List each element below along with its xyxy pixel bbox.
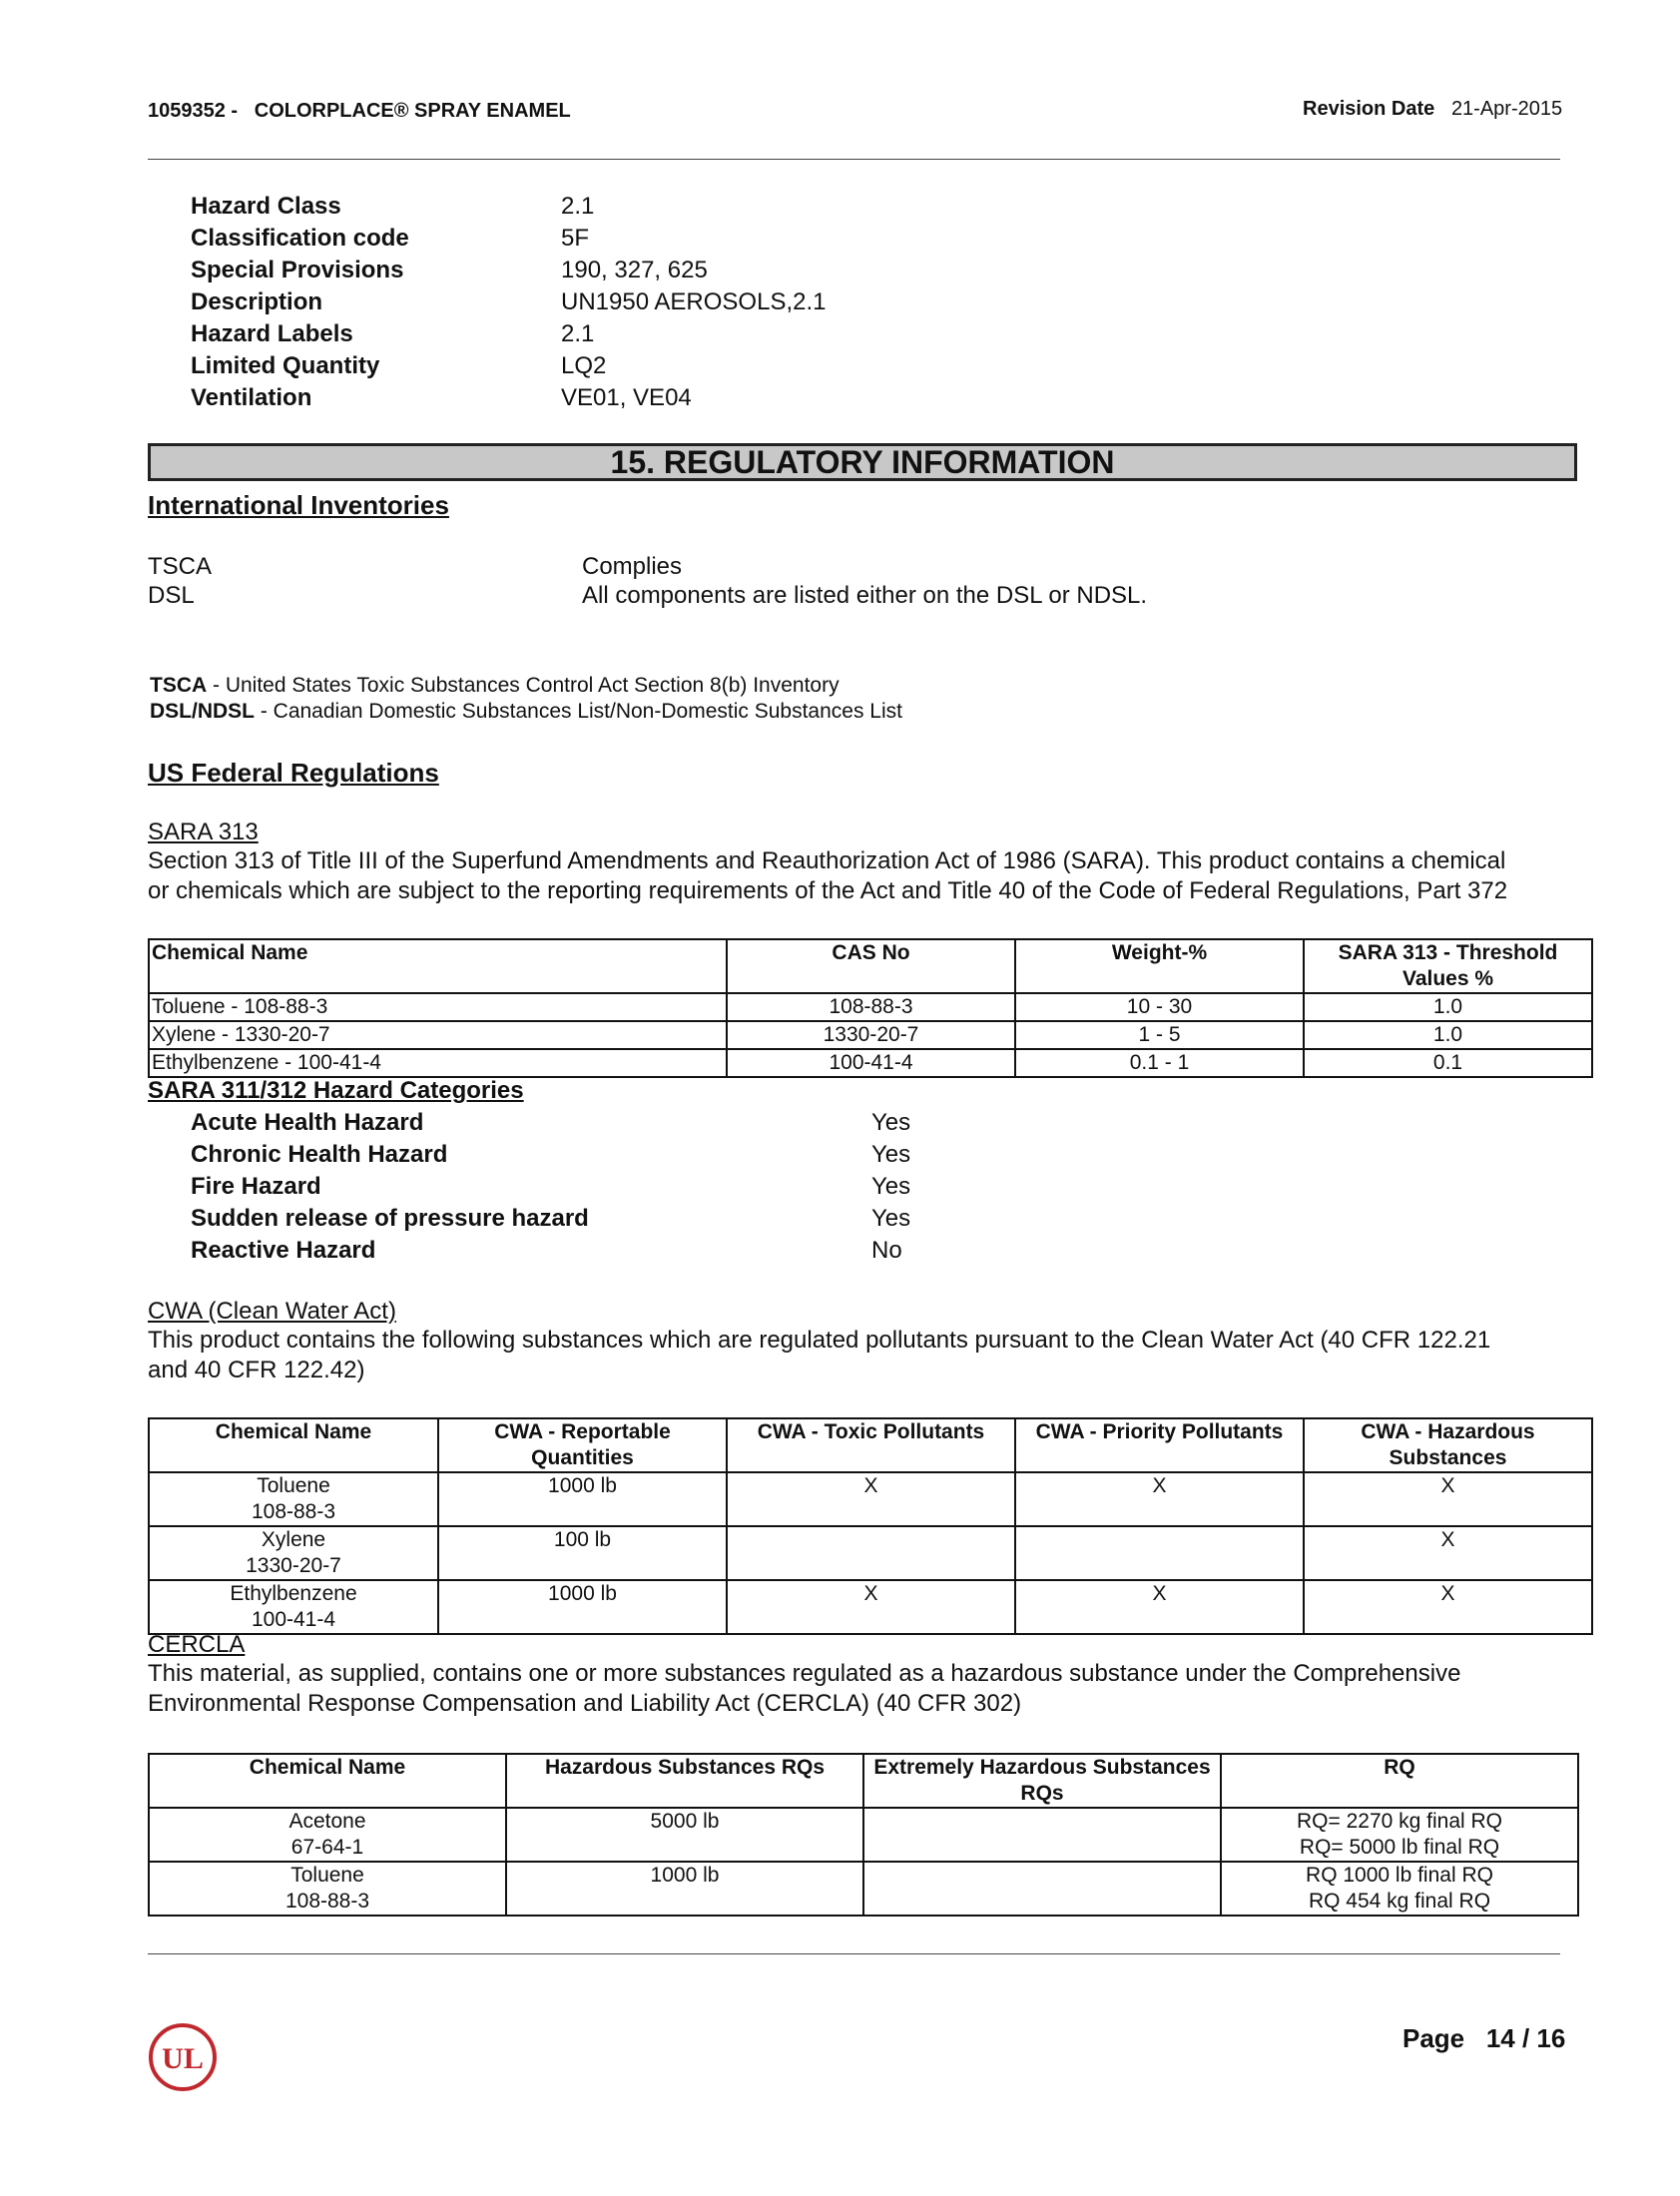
inventory-note: DSL/NDSL - Canadian Domestic Substances List/Non-Domestic Substances List — [150, 700, 902, 723]
table-row: Acetone 67-64-1 5000 lb RQ= 2270 kg final RQ RQ= 5000 lb final RQ — [149, 1808, 1578, 1862]
table-row: Xylene 1330-20-7 100 lb X — [149, 1526, 1592, 1580]
hazard-category-value: Yes — [871, 1109, 911, 1136]
inventory-note: TSCA - United States Toxic Substances Control Act Section 8(b) Inventory — [150, 674, 840, 697]
svg-text:UL: UL — [162, 2042, 204, 2075]
inventory-name: DSL — [148, 582, 195, 609]
hazard-category-label: Reactive Hazard — [191, 1237, 376, 1264]
cercla-text: This material, as supplied, contains one or more substances regulated as a hazardous substance under the Comprehensive Environmental Response Compensation and Liability Act (CERCLA) (40 CFR 302) — [148, 1660, 1461, 1717]
header-doc-id: 1059352 - COLORPLACE® SPRAY ENAMEL — [148, 100, 571, 122]
inventory-value: All components are listed either on the DSL or NDSL. — [582, 582, 1148, 609]
hazard-category-label: Chronic Health Hazard — [191, 1141, 448, 1168]
sara-313-text: Section 313 of Title III of the Superfund Amendments and Reauthorization Act of 1986 (SARA). This product contains a chemical or chemicals which are subject to the reporting requirements of the Act and Title 40 of the Code of Federal Regulations, Part 372 — [148, 847, 1508, 904]
table-row: Toluene 108-88-3 1000 lb X X X — [149, 1472, 1592, 1526]
transport-label: Hazard Labels — [191, 320, 353, 347]
footer-divider — [148, 1953, 1560, 1954]
sara-311-heading: SARA 311/312 Hazard Categories — [148, 1077, 524, 1104]
table-header: Chemical Name — [149, 939, 727, 993]
table-header: Weight-% — [1015, 939, 1304, 993]
table-row: Toluene - 108-88-3 108-88-3 10 - 30 1.0 — [149, 993, 1592, 1021]
section-15-title: 15. REGULATORY INFORMATION — [148, 443, 1577, 481]
table-row: Ethylbenzene - 100-41-4 100-41-4 0.1 - 1 0.1 — [149, 1049, 1592, 1077]
page-number: Page 14 / 16 — [1402, 2023, 1566, 2053]
table-header: CWA - Reportable Quantities — [438, 1418, 727, 1472]
ul-logo — [148, 2022, 218, 2092]
transport-label: Hazard Class — [191, 193, 341, 220]
transport-value: UN1950 AEROSOLS,2.1 — [561, 288, 827, 315]
hazard-category-value: Yes — [871, 1141, 911, 1168]
transport-value: 2.1 — [561, 320, 595, 347]
transport-label: Classification code — [191, 225, 409, 252]
hazard-category-label: Sudden release of pressure hazard — [191, 1205, 589, 1232]
revision-date: 21-Apr-2015 — [1450, 98, 1563, 120]
table-header: Chemical Name — [149, 1418, 438, 1472]
international-inventories-heading: International Inventories — [148, 490, 449, 520]
transport-value: 190, 327, 625 — [561, 257, 708, 283]
transport-value: 5F — [561, 225, 590, 252]
cwa-text: This product contains the following substances which are regulated pollutants pursuant to the Clean Water Act (40 CFR 122.21 and 40 CFR 122.42) — [148, 1327, 1491, 1383]
cercla-table — [148, 1753, 1579, 1917]
table-header: Chemical Name — [149, 1754, 506, 1808]
table-header: CAS No — [727, 939, 1015, 993]
table-header: CWA - Toxic Pollutants — [727, 1418, 1015, 1472]
inventory-value: Complies — [582, 553, 683, 580]
table-header: Hazardous Substances RQs — [506, 1754, 863, 1808]
hazard-category-value: Yes — [871, 1205, 911, 1232]
table-header: RQ — [1221, 1754, 1578, 1808]
table-row: Xylene - 1330-20-7 1330-20-7 1 - 5 1.0 — [149, 1021, 1592, 1049]
hazard-category-value: No — [871, 1237, 902, 1264]
sara-313-heading: SARA 313 — [148, 819, 259, 845]
transport-label: Description — [191, 288, 323, 315]
sara-313-table — [148, 938, 1593, 1078]
table-row: Ethylbenzene 100-41-4 1000 lb X X X — [149, 1580, 1592, 1634]
header-divider — [148, 159, 1560, 160]
hazard-category-value: Yes — [871, 1173, 911, 1200]
hazard-category-label: Fire Hazard — [191, 1173, 321, 1200]
transport-label: Special Provisions — [191, 257, 404, 283]
table-header: SARA 313 - Threshold Values % — [1304, 939, 1592, 993]
inventory-name: TSCA — [148, 553, 213, 580]
header-revision: Revision Date 21-Apr-2015 — [1303, 98, 1563, 120]
hazard-category-label: Acute Health Hazard — [191, 1109, 424, 1136]
table-header: CWA - Priority Pollutants — [1015, 1418, 1304, 1472]
cwa-heading: CWA (Clean Water Act) — [148, 1298, 396, 1325]
transport-value: VE01, VE04 — [561, 384, 692, 411]
us-federal-heading: US Federal Regulations — [148, 758, 439, 788]
cwa-table — [148, 1417, 1593, 1635]
table-header: Extremely Hazardous Substances RQs — [863, 1754, 1221, 1808]
table-header: CWA - Hazardous Substances — [1304, 1418, 1592, 1472]
transport-label: Ventilation — [191, 384, 312, 411]
transport-value: 2.1 — [561, 193, 595, 220]
transport-label: Limited Quantity — [191, 352, 380, 379]
table-row: Toluene 108-88-3 1000 lb RQ 1000 lb final RQ RQ 454 kg final RQ — [149, 1862, 1578, 1916]
header-product: COLORPLACE® SPRAY ENAMEL — [254, 100, 571, 122]
cercla-heading: CERCLA — [148, 1631, 246, 1658]
transport-value: LQ2 — [561, 352, 607, 379]
